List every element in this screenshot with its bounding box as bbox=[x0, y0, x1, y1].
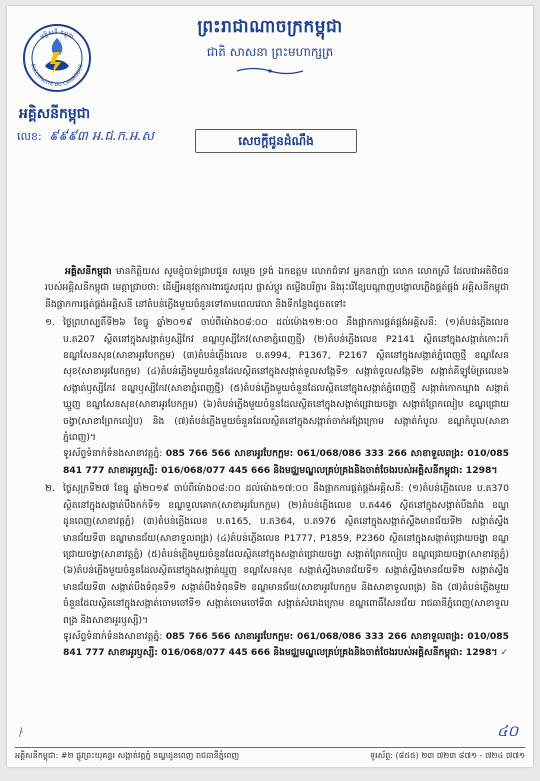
intro-org-name: អគ្គិសនីកម្ពុជា bbox=[65, 266, 112, 277]
edc-logo-icon bbox=[21, 22, 93, 94]
svg-text:អគ្គិសនី កម្ពុជា: អគ្គិសនី កម្ពុជា bbox=[39, 28, 75, 41]
reference-label: លេខ: bbox=[17, 130, 42, 143]
footer-divider bbox=[15, 747, 525, 748]
handwritten-check-icon: ✓ bbox=[500, 647, 509, 659]
handwritten-page-number: ៤០ bbox=[497, 722, 519, 740]
item-number: ២. bbox=[45, 483, 55, 495]
document-title: សេចក្ដីជូនដំណឹង bbox=[195, 129, 357, 153]
item-text: ថ្ងៃសុក្រទី២៧ ខែធ្នូ ឆ្នាំ២០១៩ ចាប់ពីម៉ោង០៨:០០ ដល់ម៉ោង១៧:០០ នឹងផ្អាកការផ្គត់ផ្គង់អគ្គិសនី: (១)តំបន់ភ្លើងលេខ ប.ត370 ស្ថិតនៅក្នុងសង្កាត់បឹងកក់ទី១ ខណ្ឌទួលគោក(សាខាអូរបែកក្អម) (២)តំបន់ភ្លើងលេខ ប.ត446 ស្ថិតនៅក្នុងសង្កាត់បឹងរាំង ខណ្ឌដូនពេញ(សាខាវត្តភ្នំ) (៣)តំបន់ភ្លើងលេខ ប.ត165, ប.ត364, ប.ត976 ស្ថិតនៅក្នុងសង្កាត់ស្ទឹងមានជ័យទី២ សង្កាត់ស្ទឹងមានជ័យទី៣ ខណ្ឌមានជ័យ(សាខាទួលពង្រ) (៤)តំបន់ភ្លើងលេខ P1777, P1859, P2360 ស្ថិតនៅក្នុងសង្កាត់ជ្រោយចង្វា ខណ្ឌជ្រោយចង្វា(សាខាវត្តភ្នំ) (៥)តំបន់ភ្លើងមួយចំនួនដែលស្ថិតនៅក្នុងសង្កាត់ជ្រោយចង្វា សង្កាត់ព្រែកលៀប ខណ្ឌជ្រោយចង្វា(សាខាវត្តភ្នំ) (៦)តំបន់ភ្លើងមួយចំនួនដែលស្ថិតនៅក្នុងសង្កាត់ឃ្មួញ ខណ្ឌសែនសុខ សង្កាត់ស្ទឹងមានជ័យទី១ សង្កាត់ស្ទឹងមានជ័យទី២ សង្កាត់ស្ទឹងមានជ័យទី៣ សង្កាត់បឹងទំពុនទី១ សង្កាត់បឹងទំពុនទី២ ខណ្ឌមានជ័យ(សាខាអូរបែកក្អម និងសាខាទួលពង្រ) និង (៧)តំបន់ភ្លើងមួយចំនួនដែលស្ថិតនៅក្នុងសង្កាត់ចោមចៅទី១ សង្កាត់ចោមចៅទី៣ សង្កាត់សំរោងក្រោម ខណ្ឌពោធិ៍សែនជ័យ រាជធានីភ្នំពេញ(សាខាទួលពង្រ និងសាខាអូរឫស្សី)។ bbox=[63, 483, 509, 626]
national-motto: ជាតិ សាសនា ព្រះមហាក្សត្រ bbox=[206, 45, 334, 59]
intro-paragraph bbox=[45, 264, 509, 313]
outage-item-1 bbox=[45, 315, 509, 479]
reference-number bbox=[17, 128, 154, 147]
contact-label: ទូរស័ព្ទទំនាក់ទំនងសាខាវត្តភ្នំ: bbox=[63, 448, 163, 460]
contact-label: ទូរស័ព្ទទំនាក់ទំនងសាខាវត្តភ្នំ: bbox=[63, 630, 163, 642]
footer-phone: ទូរស័ព្ទ: (៨៥៥) ២៣ ៧២៣ ៨៧១ - ៧២៤ ៧៧១ bbox=[369, 751, 525, 760]
reference-value: ៩៩៩៣ អ.ជ.ក.អ.ស bbox=[49, 129, 154, 144]
contact-numbers: 085 766 566 សាខាអូរបែកក្អម: 061/068/086 333 266 សាខាទួលពង្រ: 010/085 841 777 សាខាអូរឫស្សី: 016/068/077 445 666 និងមជ្ឈមណ្ឌលគ្រប់គ្រងនិងចាត់ចែងរបស់អគ្គិសនីកម្ពុជា: 1298។ bbox=[63, 448, 509, 476]
footer bbox=[15, 750, 525, 762]
notice-document bbox=[7, 6, 533, 767]
contact-numbers: 085 766 566 សាខាអូរបែកក្អម: 061/068/086 333 266 សាខាទួលពង្រ: 010/085 841 777 សាខាអូរឫស្សី: 016/068/077 445 666 និងមជ្ឈមណ្ឌលគ្រប់គ្រងនិងចាត់ចែងរបស់អគ្គិសនីកម្ពុជា: 1298។ bbox=[63, 630, 509, 659]
item-text: ថ្ងៃព្រហស្បតិ៍ទី២៦ ខែធ្នូ ឆ្នាំ២០១៩ ចាប់ពីម៉ោង០៨:០០ ដល់ម៉ោង១២:០០ នឹងផ្អាកការផ្គត់ផ្គង់អគ្គិសនី: (១)តំបន់ភ្លើងលេខ ប.ត207 ស្ថិតនៅក្នុងសង្កាត់ឫស្សីកែវ ខណ្ឌឫស្សីកែវ(សាខាភ្នំពេញថ្មី) (២)តំបន់ភ្លើងលេខ P2141 ស្ថិតនៅក្នុងសង្កាត់កោះរក៍ ខណ្ឌសែនសុខ(សាខាអូរបែកក្អម) (៣)តំបន់ភ្លើងលេខ ប.ត994, P1367, P2167 ស្ថិតនៅក្នុងសង្កាត់ភ្នំពេញថ្មី ខណ្ឌសែនសុខ(សាខាអូរបែកក្អម) (៤)តំបន់ភ្លើងមួយចំនួនដែលស្ថិតនៅក្នុងសង្កាត់ទួលសង្កែទី១ សង្កាត់ទួលសង្កែទី២ សង្កាត់គីឡូម៉ែត្រលេខ៦ សង្កាត់ឫស្សីកែវ ខណ្ឌឫស្សីកែវ(សាខាភ្នំពេញថ្មី) (៥)តំបន់ភ្លើងមួយចំនួនដែលស្ថិតនៅក្នុងសង្កាត់ភ្នំពេញថ្មី សង្កាត់កោកឃ្លាង សង្កាត់ឃ្មួញ ខណ្ឌសែនសុខ(សាខាអូរបែកក្អម) (៦)តំបន់ភ្លើងមួយចំនួនដែលស្ថិតនៅក្នុងសង្កាត់ជ្រោយចង្វា សង្កាត់ព្រែកលៀប ខណ្ឌជ្រោយចង្វា(សាខាព្រែកលៀប) និង (៧)តំបន់ភ្លើងមួយចំនួនដែលស្ថិតនៅក្នុងសង្កាត់ចាក់អង្រែក្រោម សង្កាត់កំបូល ខណ្ឌកំបូល(សាខាភ្នំពេញ)។ bbox=[63, 317, 509, 444]
intro-text: មានកិត្តិយស សូមខ្ញុំបាទ់ជ្រាបជូន សម្ដេច ទ្រង់ ឯកឧត្ដម លោកជំទាវ អ្នកឧកញ៉ា លោក លោកស្រី ដែលជាអតិថិជនរបស់អគ្គិសនីកម្ពុជា មេត្តាជ្រាបថា: ដើម្បីអនុវត្តការងារជួសជុល ផ្លាស់ប្ដូរ តម្លើងបរិក្ខារ និងរុះរើខ្សែបណ្ដាញបង្គោលភ្លើងផ្គត់ផ្គង់ អគ្គិសនីកម្ពុជានឹងផ្អាកការផ្គត់ផ្គង់អគ្គិសនី នៅតំបន់ភ្លើងមួយចំនួនទៅតាមពេលវេលា និងទីកន្លែងដូចតទៅ៖ bbox=[45, 266, 509, 310]
footer-address: អគ្គិសនីកម្ពុជា: #២ ផ្លូវព្រះយុគន្ធរ សង្កាត់វត្តភ្នំ ខណ្ឌដូនពេញ រាជធានីភ្នំពេញ bbox=[15, 751, 240, 760]
contact-line bbox=[63, 446, 509, 479]
divider-ornament-icon bbox=[235, 66, 305, 76]
item-number: ១. bbox=[45, 317, 55, 329]
notice-body bbox=[45, 264, 509, 662]
margin-mark: ㅏ bbox=[15, 728, 25, 739]
outage-item-2 bbox=[45, 481, 509, 661]
organization-name: អគ្គិសនីកម្ពុជា bbox=[19, 106, 91, 122]
svg-text:ELECTRICITE DU CAMBODGE: ELECTRICITE DU CAMBODGE bbox=[29, 63, 85, 89]
kingdom-heading: ព្រះរាជាណាចក្រកម្ពុជា bbox=[197, 17, 343, 37]
contact-line bbox=[63, 629, 509, 662]
